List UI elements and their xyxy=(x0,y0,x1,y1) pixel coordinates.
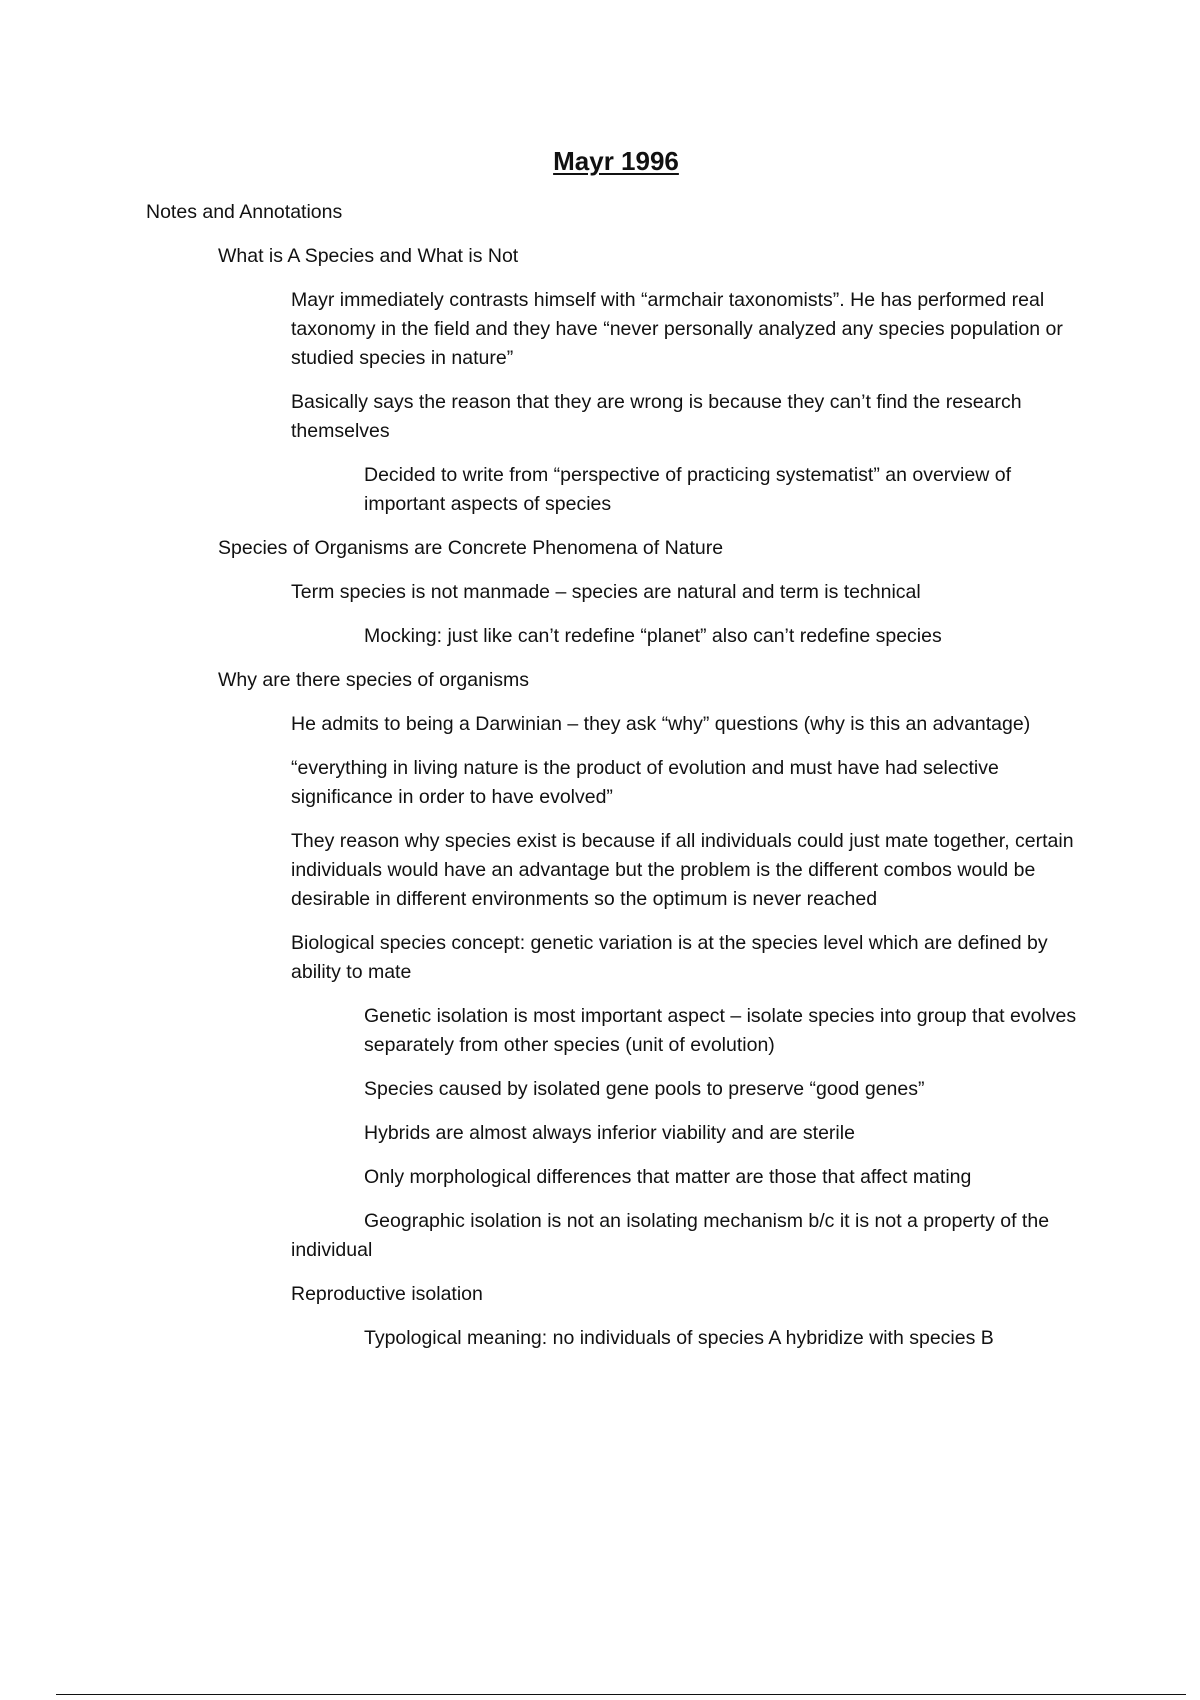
note-paragraph: Mocking: just like can’t redefine “planet” also can’t redefine species xyxy=(364,625,942,647)
note-paragraph: Hybrids are almost always inferior viability and are sterile xyxy=(364,1122,855,1144)
section-heading-notes: Notes and Annotations xyxy=(146,201,343,223)
subheading-concrete-phenomena: Species of Organisms are Concrete Phenomena of Nature xyxy=(218,537,724,559)
note-paragraph: He admits to being a Darwinian – they ask “why” questions (why is this an advantage) xyxy=(291,713,1031,735)
note-paragraph: Decided to write from “perspective of practicing systematist” an overview of important aspects of species xyxy=(364,464,1011,515)
note-paragraph: Genetic isolation is most important aspect – isolate species into group that evolves separately from other species (unit of evolution) xyxy=(364,1005,1077,1056)
document-title: Mayr 1996 xyxy=(553,146,679,176)
note-paragraph: Geographic isolation is not an isolating mechanism b/c it is not a property of the individual xyxy=(291,1210,1050,1261)
subheading-what-is-a-species: What is A Species and What is Not xyxy=(218,245,519,267)
document-body xyxy=(146,198,1086,1368)
note-paragraph: Mayr immediately contrasts himself with “armchair taxonomists”. He has performed real taxonomy in the field and they have “never personally analyzed any species population or studied species in nature” xyxy=(291,289,1063,369)
note-paragraph: Biological species concept: genetic variation is at the species level which are defined by ability to mate xyxy=(291,932,1048,983)
note-paragraph: Species caused by isolated gene pools to preserve “good genes” xyxy=(364,1078,925,1100)
note-paragraph: Term species is not manmade – species are natural and term is technical xyxy=(291,581,921,603)
note-paragraph: Reproductive isolation xyxy=(291,1283,483,1305)
note-paragraph: Basically says the reason that they are wrong is because they can’t find the research themselves xyxy=(291,391,1022,442)
note-paragraph: Only morphological differences that matter are those that affect mating xyxy=(364,1166,972,1188)
bottom-divider xyxy=(56,1694,1186,1695)
note-paragraph: Typological meaning: no individuals of species A hybridize with species B xyxy=(364,1327,994,1349)
note-paragraph: They reason why species exist is because if all individuals could just mate together, certain individuals would have an advantage but the problem is the different combos would be desirable in different environments so the optimum is never reached xyxy=(291,830,1074,910)
subheading-why-species: Why are there species of organisms xyxy=(218,669,530,691)
note-quote-paragraph: “everything in living nature is the product of evolution and must have had selective significance in order to have evolved” xyxy=(291,757,999,808)
